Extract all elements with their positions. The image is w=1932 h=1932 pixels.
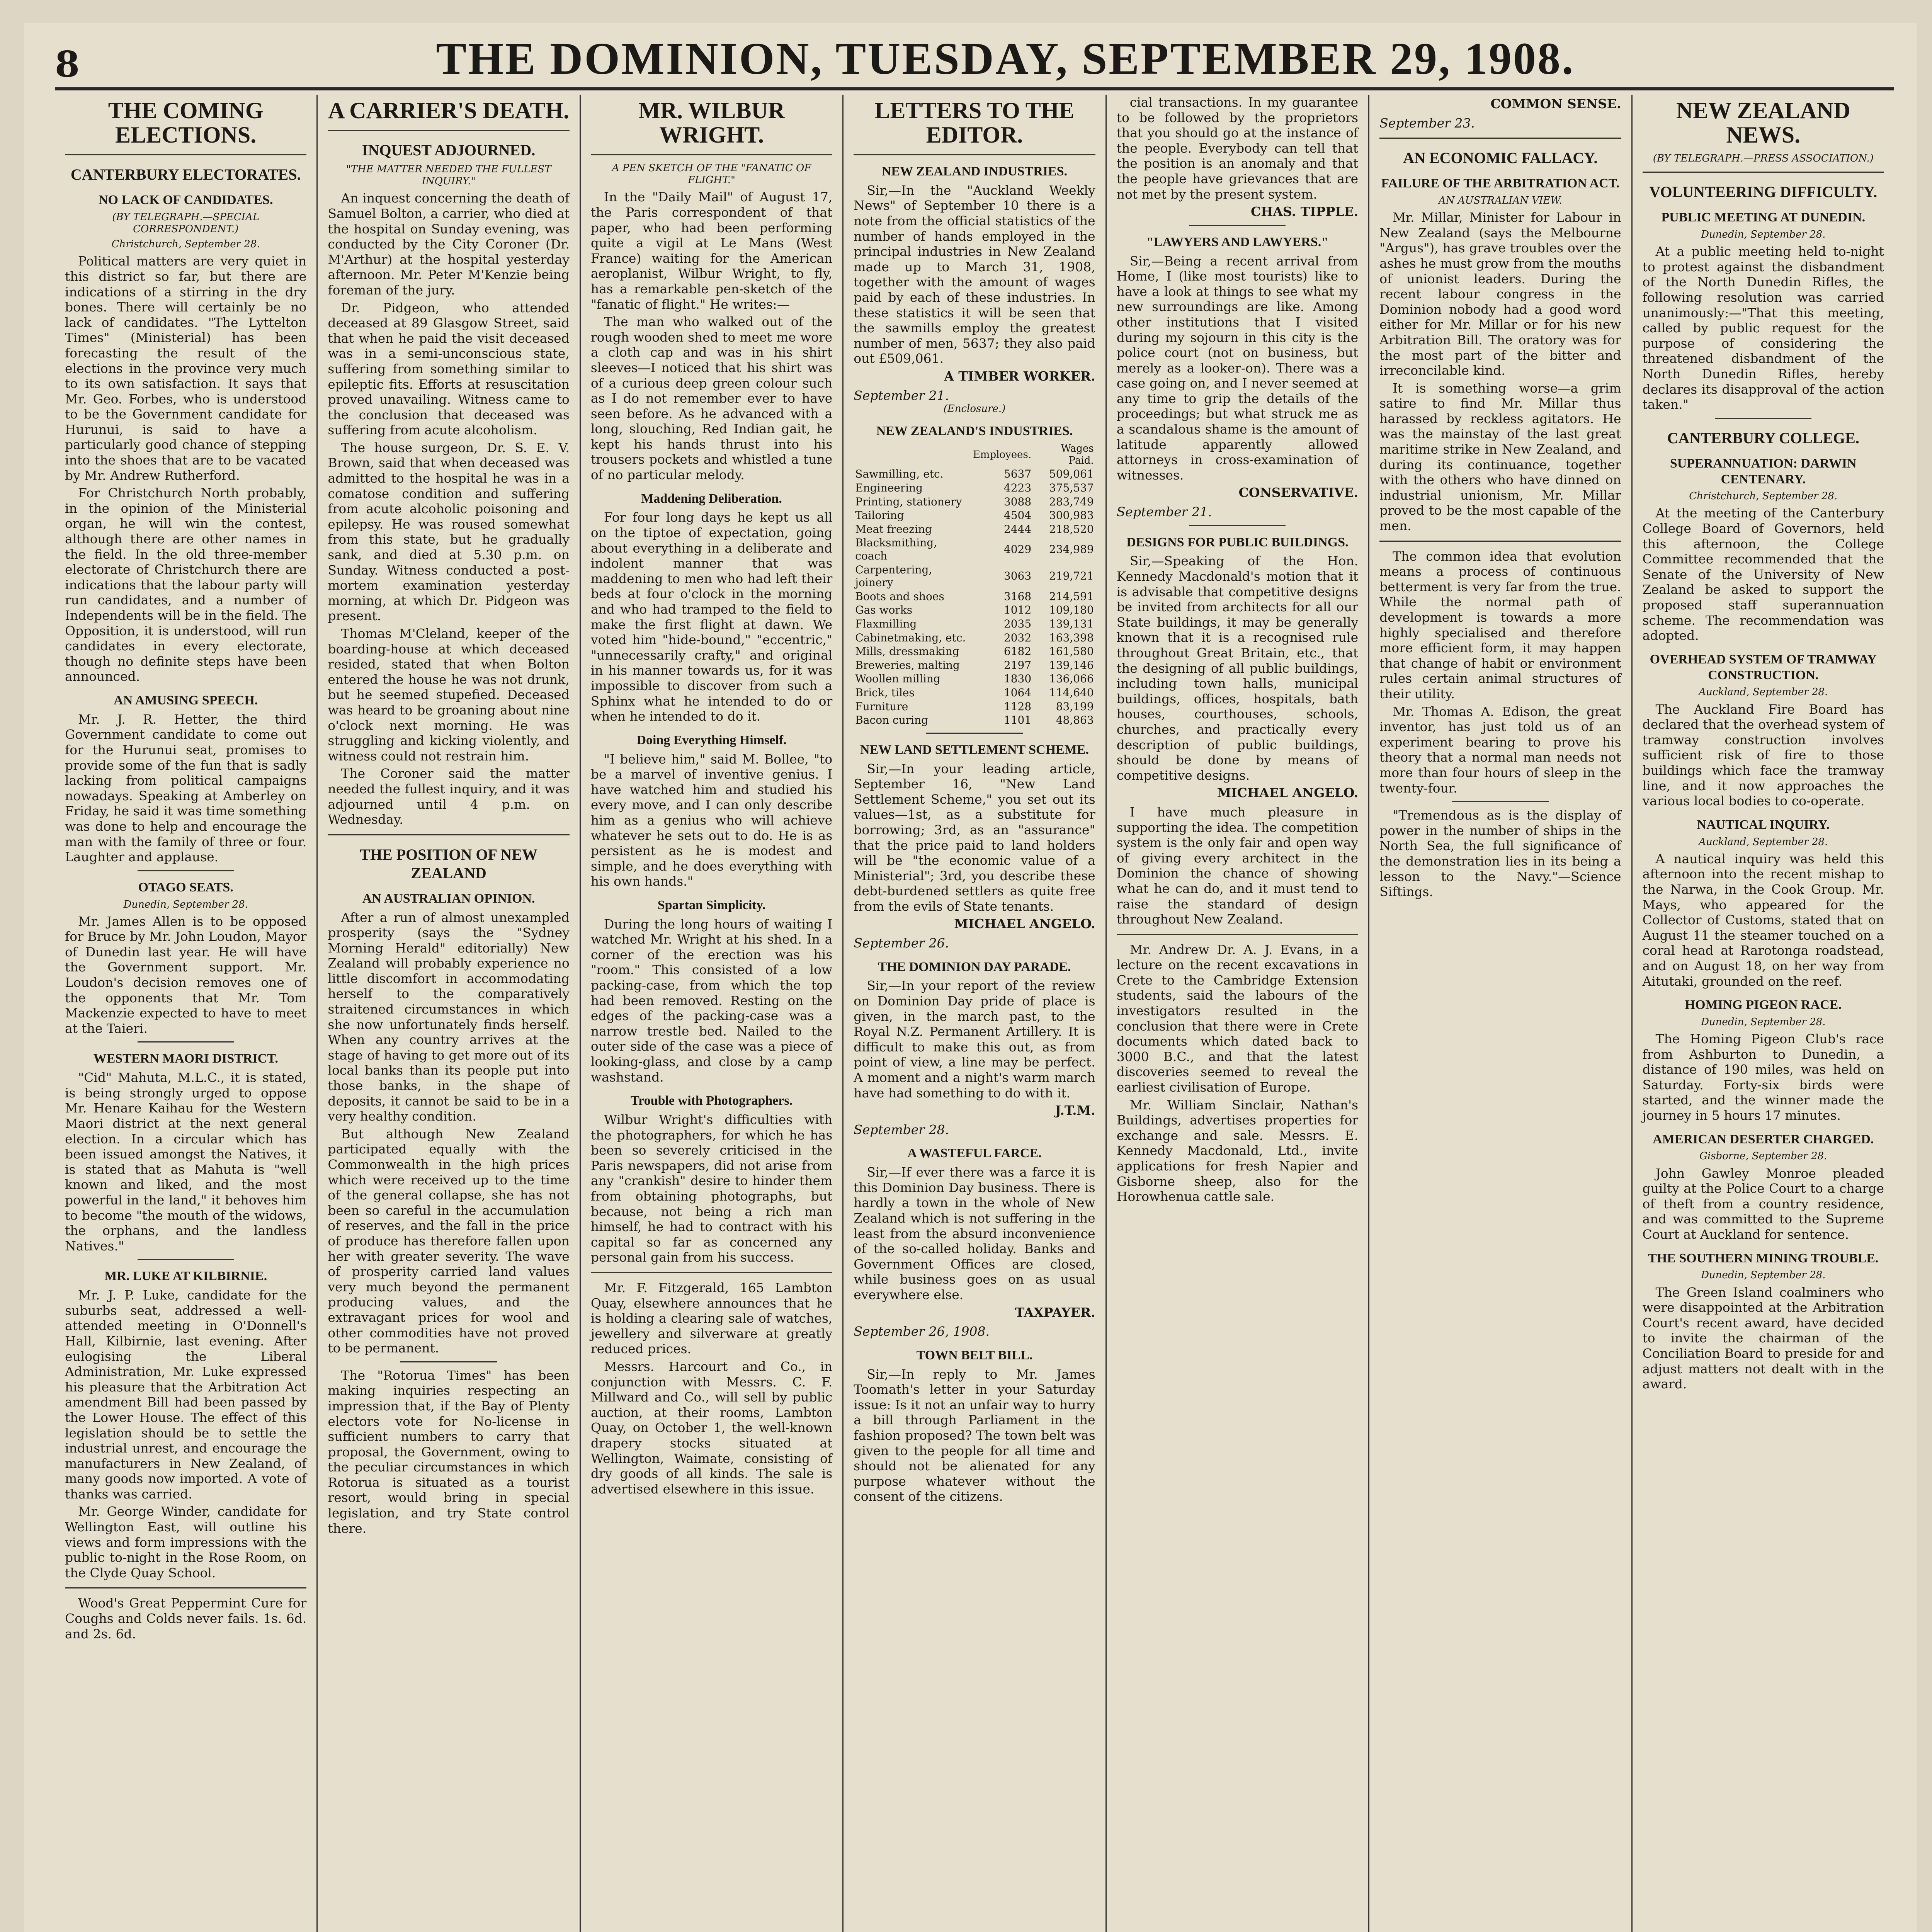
dateline: Dunedin, September 28. [1701, 1016, 1826, 1028]
paragraph: "I believe him," said M. Bollee, "to be a marvel of inventive genius. I have watched him and studied his every move, and I can only describe him as a genius who will achieve whatever he sets out to do. He is as persistent as he is modest and simple, and he does everything with his own hands." [590, 751, 833, 889]
paragraph: The house surgeon, Dr. S. E. V. Brown, said that when deceased was admitted to the hospital he was in a comatose condition and suffering from acute alcoholic poisoning and epilepsy. He was roused somewhat from this state, but he gradually sank, and died at 5.30 p.m. on Sunday. Witness conducted a post-mortem examination yesterday morning, at which Dr. Pidgeon was present. [328, 440, 570, 624]
column-2 [318, 95, 580, 1932]
paragraph: The Auckland Fire Board has declared that the overhead system of tramway construction involves sufficient risk of fire to those buildings which face the tramway line, and it now approaches the various local bodies to co-operate. [1642, 701, 1884, 809]
table-row [854, 617, 1095, 631]
table-row [854, 645, 1095, 658]
divider [328, 130, 569, 131]
section-heading: WESTERN MAORI DISTRICT. [93, 1051, 278, 1066]
employees-cell: 5637 [1003, 468, 1032, 481]
employees-cell: 6182 [1003, 645, 1032, 658]
table-row [854, 713, 1095, 727]
article-subheading: AN ECONOMIC FALLACY. [1403, 149, 1598, 167]
table-header-cell: Wages Paid. [1061, 443, 1094, 467]
wages-cell: 375,537 [1049, 481, 1094, 495]
employees-cell: 3088 [1003, 495, 1032, 508]
signature: A TIMBER WORKER. [944, 368, 1095, 384]
wages-cell: 136,066 [1049, 672, 1094, 685]
wages-cell: 234,989 [1049, 543, 1094, 556]
dateline: Dunedin, September 28. [1701, 1269, 1826, 1281]
employees-cell: 1012 [1003, 604, 1032, 617]
industry-cell: Printing, stationery [855, 495, 962, 508]
article-subheading: INQUEST ADJOURNED. [362, 141, 536, 159]
article-heading: A CARRIER'S DEATH. [328, 98, 570, 123]
industry-cell: Sawmilling, etc. [855, 468, 944, 481]
signature: COMMON SENSE. [1490, 96, 1621, 111]
dateline: Dunedin, September 28. [123, 898, 248, 910]
date-line: September 26, 1908. [854, 1324, 990, 1339]
kicker: (BY TELEGRAPH.—SPECIAL CORRESPONDENT.) [112, 211, 260, 235]
dateline: Christchurch, September 28. [1689, 490, 1838, 502]
industry-cell: Cabinetmaking, etc. [855, 631, 966, 644]
column-6 [1369, 95, 1632, 1932]
column-7 [1633, 95, 1894, 1932]
table-row [854, 563, 1095, 590]
divider [1452, 801, 1549, 802]
industry-cell: Woollen milling [855, 672, 940, 685]
section-heading: Spartan Simplicity. [657, 898, 766, 912]
divider [1379, 138, 1621, 139]
industry-cell: Breweries, malting [855, 658, 960, 672]
kicker: (BY TELEGRAPH.—PRESS ASSOCIATION.) [1653, 153, 1874, 164]
advertisement: Wood's Great Peppermint Cure for Coughs and Colds never fails. 1s. 6d. and 2s. 6d. [65, 1595, 307, 1641]
table-header-cell [854, 442, 971, 467]
date-line: September 23. [1379, 115, 1475, 131]
paragraph: After a run of almost unexampled prosperity (says the "Sydney Morning Herald" editorially) New Zealand will probably experience no little discomfort in accommodating herself to the comparatively straitened circumstances in which she now unfortunately finds herself. When any country arrives at the stage of having to get more out of its local banks than its people put into those banks, in the shape of deposits, it cannot be said to be in a very healthy condition. [328, 910, 570, 1124]
paragraph: Messrs. Harcourt and Co., in conjunction with Messrs. C. F. Millward and Co., will sell by public auction, at their rooms, Lambton Quay, on October 1, the well-known drapery stocks situated at Wellington, Waimate, consisting of dry goods of all kinds. The sale is advertised elsewhere in this issue. [590, 1359, 833, 1497]
divider [1189, 225, 1286, 226]
divider [854, 154, 1095, 155]
paragraph: The common idea that evolution means a process of continuous betterment is very far from the true. While the normal path of development is towards a more highly specialised and therefore more efficient form, it may happen that change of habit or environment rules certain animal structures of their utility. [1379, 548, 1621, 701]
paragraph: Sir,—If ever there was a farce it is this Dominion Day business. There is hardly a town in the whole of New Zealand which is not suffering in the least from the absurd inconvenience of the so-called holiday. Banks and Government Offices are closed, while business goes on as usual everywhere else. [854, 1165, 1095, 1302]
employees-cell: 3063 [1003, 570, 1032, 583]
paragraph: Mr. James Allen is to be opposed for Bruce by Mr. John Loudon, Mayor of Dunedin last year. He will have the Government support. Mr. Loudon's decision removes one of the opponents that Mr. Tom Mackenzie expected to have to meet at the Taieri. [65, 913, 307, 1036]
table-row [854, 603, 1095, 617]
dateline: Auckland, September 28. [1699, 686, 1828, 698]
paragraph: Sir,—In your report of the review on Dominion Day pride of place is given, in the march past, to the Royal N.Z. Permanent Artillery. It is difficult to make this out, as from point of view, a line may be perfect. A moment and a night's warm march have had something to do with it. [854, 978, 1095, 1100]
paragraph: Sir,—Speaking of the Hon. Kennedy Macdonald's motion that it is advisable that competitive designs be invited from architects for all our State buildings, it may be generally known that it is a recognised rule throughout Great Britain, etc., that the designing of all public buildings, including town halls, municipal buildings, offices, hospitals, bath houses, courthouses, schools, churches, and practically every description of public buildings, should be done by means of competitive designs. [1116, 553, 1359, 783]
wages-cell: 214,591 [1049, 590, 1094, 603]
employees-cell: 3168 [1003, 590, 1032, 603]
divider [400, 1361, 497, 1362]
paragraph: At a public meeting held to-night to protest against the disbandment of the North Dunedin Rifles, the following resolution was carried unanimously:—"That this meeting, called by public request for the purpose of considering the threatened disbandment of the North Dunedin Rifles, hereby declares its disapproval of the action taken." [1642, 244, 1884, 412]
divider [1117, 934, 1358, 935]
table-row [854, 495, 1095, 509]
article-heading: THE COMING ELECTIONS. [108, 98, 264, 148]
divider [1189, 525, 1286, 526]
signature: MICHAEL ANGELO. [1217, 785, 1359, 801]
paragraph: Political matters are very quiet in this district so far, but there are indications of a stirring in the dry bones. There will certainly be no lack of candidates. "The Lyttelton Times" (Ministerial) has been forecasting the result of the elections in the province very much to its own satisfaction. It says that Mr. Geo. Forbes, who is understood to be the Government candidate for Hurunui, is said to have a particularly good chance of stepping into the shoes that are to be vacated by Mr. Andrew Rutherford. [65, 253, 307, 483]
dateline: Dunedin, September 28. [1701, 228, 1826, 240]
signature: MICHAEL ANGELO. [954, 916, 1095, 932]
table-header-row [854, 442, 1095, 467]
paragraph: For four long days he kept us all on the tiptoe of expectation, going about everything in a deliberate and indolent manner that was maddening to men who had left their beds at four o'clock in the morning and who had tramped to the field to make the first flight at dawn. We voted him "hide-bound," "eccentric," "unnecessarily crafty," and original in his manner towards us, for it was impossible to discover from such a Sphinx what he intended to do or when he intended to do it. [590, 510, 833, 724]
industry-cell: Mills, dressmaking [855, 645, 959, 658]
section-heading: NEW ZEALAND'S INDUSTRIES. [876, 424, 1073, 439]
paragraph: I have much pleasure in supporting the idea. The competition system is the only fair and open way of giving every architect in the Dominion the chance of showing what he can do, and it must tend to raise the standard of design throughout New Zealand. [1116, 804, 1359, 927]
industry-cell: Tailoring [855, 509, 904, 522]
paragraph: Mr. George Winder, candidate for Wellington East, will outline his views and form impressions with the public to-night in the Rose Room, on the Clyde Quay School. [65, 1504, 307, 1580]
paragraph: An inquest concerning the death of Samuel Bolton, a carrier, who died at the hospital on Sunday evening, was conducted by the City Coroner (Dr. M'Arthur) at the hospital yesterday afternoon. Mr. Peter M'Kenzie being foreman of the jury. [328, 190, 570, 298]
paragraph: The man who walked out of the rough wooden shed to meet me wore a cloth cap and was in his shirt sleeves—I noticed that his shirt was of a curious deep green colour such as I do not remember ever to have seen before. As he advanced with a long, slouching, Red Indian gait, he kept his hands thrust into his trousers pockets and whistled a tune of no particular melody. [590, 314, 833, 483]
paragraph: Dr. Pidgeon, who attended deceased at 89 Glasgow Street, said that when he paid the visit deceased was in a semi-unconscious state, suffering from something similar to epileptic fits. Efforts at resuscitation proved unavailing. Witness came to the conclusion that deceased was suffering from acute alcoholism. [328, 300, 570, 438]
dateline: Christchurch, September 28. [111, 238, 260, 250]
employees-cell: 1064 [1003, 686, 1032, 699]
column-1 [55, 95, 318, 1932]
paragraph: Mr. William Sinclair, Nathan's Buildings, advertises properties for exchange and sale. Messrs. E. Kennedy Macdonald, Ltd., invite applications for fresh Napier and Gisborne sheep, also for the Horowhenua cattle sale. [1116, 1097, 1359, 1204]
industry-cell: Flaxmilling [855, 617, 917, 630]
industry-cell: Brick, tiles [855, 686, 915, 699]
employees-cell: 1101 [1003, 714, 1032, 727]
page-number: 8 [55, 43, 80, 85]
wages-cell: 83,199 [1056, 700, 1094, 713]
wages-cell: 300,983 [1049, 509, 1094, 522]
section-heading: PUBLIC MEETING AT DUNEDIN. [1661, 210, 1866, 225]
paragraph: Sir,—Being a recent arrival from Home, I (like most tourists) like to have a look at things to see what my new surroundings are like. Among other institutions that I visited during my sojourn in this city is the police court (not on business, but merely as a looker-on). There was a case going on, and I never seemed at any time to grip the details of the proceedings; but what struck me as a scandalous shame is the amount of latitude apparently allowed attorneys in cross-examination of witnesses. [1116, 253, 1359, 483]
wages-cell: 283,749 [1049, 495, 1094, 508]
employees-cell: 4029 [1003, 543, 1032, 556]
article-subheading: CANTERBURY ELECTORATES. [70, 166, 301, 183]
wages-cell: 48,863 [1056, 714, 1094, 727]
paragraph: The "Rotorua Times" has been making inquiries respecting an impression that, if the Bay of Plenty electors vote for No-license in sufficient numbers to carry that proposal, the Government, owing to the peculiar circumstances in which Rotorua is situated as a tourist resort, would bring in special legislation, and try State control there. [328, 1367, 570, 1536]
newspaper-page [24, 23, 1917, 1932]
paragraph: Mr. J. R. Hetter, the third Government candidate to come out for the Hurunui seat, promises to provide some of the fun that is sadly lacking from political campaigns nowadays. Speaking at Amberley on Friday, he said it was time something was done to help and encourage the man with the family of three or four. Laughter and applause. [65, 711, 307, 865]
divider [65, 1587, 306, 1588]
section-heading: Doing Everything Himself. [636, 733, 787, 747]
employees-cell: 2197 [1003, 658, 1032, 672]
section-heading: AN AUSTRALIAN OPINION. [362, 891, 535, 906]
divider [1715, 418, 1811, 419]
divider [926, 733, 1023, 734]
employees-cell: 1128 [1003, 700, 1032, 713]
table-row [854, 481, 1095, 495]
date-line: September 26. [854, 935, 949, 951]
table-body [854, 467, 1095, 727]
divider [591, 1272, 832, 1273]
section-heading: AN AMUSING SPEECH. [114, 693, 258, 707]
paragraph: Mr. F. Fitzgerald, 165 Lambton Quay, elsewhere announces that he is holding a clearing sale of watches, jewellery and silverware at greatly reduced prices. [590, 1280, 833, 1357]
wages-cell: 139,131 [1049, 617, 1094, 630]
paragraph: John Gawley Monroe pleaded guilty at the Police Court to a charge of theft from a country residence, and was committed to the Supreme Court at Auckland for sentence. [1642, 1165, 1884, 1242]
employees-cell: 2035 [1003, 617, 1032, 630]
table-row [854, 467, 1095, 481]
section-heading: OTAGO SEATS. [138, 880, 233, 895]
section-heading: OVERHEAD SYSTEM OF TRAMWAY CONSTRUCTION. [1650, 652, 1877, 682]
masthead [55, 31, 1894, 90]
wages-cell: 114,640 [1049, 686, 1094, 699]
paragraph: The Green Island coalminers who were disappointed at the Arbitration Court's recent award, have decided to invite the chairman of the Conciliation Board to preside for and adjust matters not dealt with in the award. [1642, 1284, 1884, 1392]
article-subheading: CANTERBURY COLLEGE. [1667, 429, 1859, 447]
industry-cell: Blacksmithing, coach [855, 536, 937, 563]
table-row [854, 536, 1095, 563]
table-row [854, 686, 1095, 700]
paragraph: Wilbur Wright's difficulties with the photographers, for which he has been so severely criticised in the Paris newspapers, did not arise from any "crankish" desire to hinder them from obtaining photographs, but because, not being a rich man himself, he had to contract with his capital so far as concerned any personal gain from his success. [590, 1112, 833, 1265]
paragraph: Thomas M'Cleland, keeper of the boarding-house at which deceased resided, stated that when Bolton entered the house he was not drunk, but he seemed stupefied. Deceased was heard to be groaning about nine o'clock next morning. He was struggling and kicking violently, and witness could not restrain him. [328, 626, 570, 764]
dateline: Auckland, September 28. [1699, 836, 1828, 848]
section-heading: AMERICAN DESERTER CHARGED. [1653, 1132, 1874, 1146]
section-heading: FAILURE OF THE ARBITRATION ACT. [1381, 176, 1620, 191]
table-row [854, 658, 1095, 672]
wages-cell: 163,398 [1049, 631, 1094, 644]
section-heading: TOWN BELT BILL. [916, 1348, 1033, 1362]
employees-cell: 2444 [1003, 522, 1032, 536]
table-row [854, 509, 1095, 522]
industry-cell: Furniture [855, 700, 908, 713]
paragraph: The Coroner said the matter needed the fullest inquiry, and it was adjourned until 4 p.m. on Wednesday. [328, 766, 570, 827]
date-line: September 21. [1116, 504, 1212, 520]
kicker: AN AUSTRALIAN VIEW. [1438, 194, 1562, 206]
section-heading: DESIGNS FOR PUBLIC BUILDINGS. [1126, 535, 1349, 549]
divider [138, 1041, 234, 1043]
dateline: Gisborne, September 28. [1699, 1150, 1827, 1162]
paragraph: A nautical inquiry was held this afternoon into the recent mishap to the Narwa, in the Cook Group. Mr. Mays, who appeared for the Collector of Customs, stated that on August 11 the steamer touched on a coral head at Rarotonga roadstead, and on August 18, on her way from Aitutaki, grounded on the reef. [1642, 851, 1884, 989]
kicker: A PEN SKETCH OF THE "FANATIC OF FLIGHT." [612, 162, 811, 186]
columns [55, 95, 1894, 1932]
signature: CHAS. TIPPLE. [1250, 204, 1359, 219]
paragraph: Mr. Thomas A. Edison, the great inventor, has just told us of an experiment bearing to prove his theory that a normal man needs not more than four hours of sleep in the twenty-four. [1379, 704, 1621, 796]
paragraph: Sir,—In reply to Mr. James Toomath's letter in your Saturday issue: Is it not an unfair way to hurry a bill through Parliament in the fashion proposed? The town belt was given to the people for all time and should not be alienated for any purpose whatever without the consent of the citizens. [854, 1366, 1095, 1504]
divider [138, 1259, 234, 1260]
divider [65, 154, 306, 155]
section-heading: NO LACK OF CANDIDATES. [98, 193, 273, 207]
divider [138, 870, 234, 871]
section-heading: "LAWYERS AND LAWYERS." [1146, 235, 1329, 249]
divider [328, 834, 569, 835]
section-heading: HOMING PIGEON RACE. [1685, 998, 1842, 1012]
section-heading: Maddening Deliberation. [641, 491, 782, 506]
paragraph: Mr. Millar, Minister for Labour in New Zealand (says the Melbourne "Argus"), has grave troubles over the ashes he must grow from the mouths of unionist leaders. During the recent labour congress in the Dominion nobody had a good word either for Mr. Millar or for his new Arbitration Bill. The oratory was for the most part of the bitter and irreconcilable kind. [1379, 210, 1621, 378]
date-line: September 21. [854, 388, 949, 403]
paragraph: It is something worse—a grim satire to find Mr. Millar thus harassed by reckless agitators. He was the mainstay of the last great maritime strike in New Zealand, and during its continuance, together with the others who have dinned on industrial unionism, Mr. Millar proved to be the most capable of the men. [1379, 380, 1621, 534]
table-row [854, 522, 1095, 536]
article-heading: MR. WILBUR WRIGHT. [638, 98, 785, 148]
paragraph: Mr. J. P. Luke, candidate for the suburbs seat, addressed a well-attended meeting in O'Donnell's Hall, Kilbirnie, last evening. After eulogising the Liberal Administration, Mr. Luke expressed his pleasure that the Arbitration Act amendment Bill had been passed by the Lower House. The effect of this legislation should be to settle the industrial unrest, and encourage the manufacturers in New Zealand, of many goods now imported. A vote of thanks was carried. [65, 1287, 307, 1502]
paragraph: For Christchurch North probably, in the opinion of the Ministerial organ, he will win the contest, although there are other names in the field. In the old three-member electorate of Christchurch there are indications that the labour party will run candidates, and a number of Independents will be in the field. The Opposition, it is understood, will run candidates in every electorate, though no definite steps have been announced. [65, 485, 307, 684]
divider [1379, 541, 1621, 542]
employees-cell: 4504 [1003, 509, 1032, 522]
wages-cell: 161,580 [1049, 645, 1094, 658]
column-3 [581, 95, 844, 1932]
paragraph: Mr. Andrew Dr. A. J. Evans, in a lecture on the recent excavations in Crete to the Cambridge Extension students, said the labours of the investigators resulted in the conclusion that there were in Crete documents which dated back to 3000 B.C., and that the latest discoveries seemed to reveal the earliest civilisation of Europe. [1116, 942, 1359, 1095]
article-subheading: VOLUNTEERING DIFFICULTY. [1649, 183, 1878, 201]
employees-cell: 1830 [1003, 672, 1032, 685]
table-row [854, 700, 1095, 714]
industry-cell: Boots and shoes [855, 590, 944, 603]
article-heading: LETTERS TO THE EDITOR. [874, 98, 1075, 148]
wages-cell: 109,180 [1049, 604, 1094, 617]
signature: J.T.M. [1055, 1103, 1095, 1118]
wages-cell: 509,061 [1049, 468, 1094, 481]
section-heading: Trouble with Photographers. [631, 1094, 793, 1108]
wages-cell: 139,146 [1049, 658, 1094, 672]
article-subheading: THE POSITION OF NEW ZEALAND [360, 845, 537, 882]
industry-cell: Carpentering, joinery [855, 563, 932, 589]
column-4 [844, 95, 1106, 1932]
paragraph: At the meeting of the Canterbury College Board of Governors, held this afternoon, the College Committee recommended that the Senate of the University of New Zealand be asked to support the proposed staff superannuation scheme. The recommendation was adopted. [1642, 505, 1884, 643]
paragraph: "Tremendous as is the display of power in the number of ships in the North Sea, the full significance of the demonstration lies in its being a lesson to the Navy."—Science Siftings. [1379, 808, 1621, 900]
industry-cell: Bacon curing [855, 714, 929, 727]
section-heading: NEW ZEALAND INDUSTRIES. [881, 164, 1068, 179]
section-heading: THE SOUTHERN MINING TROUBLE. [1648, 1251, 1879, 1265]
date-line: September 28. [854, 1122, 949, 1137]
column-5 [1107, 95, 1369, 1932]
paragraph: In the "Daily Mail" of August 17, the Paris correspondent of that paper, who had been performing quite a vigil at Le Mans (West France) waiting for the American aeroplanist, Wilbur Wright, to fly, has a remarkable pen-sketch of the "fanatic of flight." He writes:— [590, 189, 833, 312]
signature: CONSERVATIVE. [1238, 485, 1359, 500]
section-heading: NEW LAND SETTLEMENT SCHEME. [860, 742, 1089, 757]
employees-cell: 4223 [1003, 481, 1032, 495]
paragraph: But although New Zealand participated equally with the Commonwealth in the high prices which were received up to the time of the general collapse, she has not been so careful in the accumulation of reserves, and the fall in the price of produce has therefore fallen upon her with greater severity. The wave of prosperity carried land values very much beyond the permanent producing values, and the extravagant prices for wool and other commodities have not proved to be permanent. [328, 1126, 570, 1356]
table-header-cell: Employees. [973, 449, 1032, 461]
kicker: "THE MATTER NEEDED THE FULLEST INQUIRY." [346, 163, 551, 187]
article-heading: NEW ZEALAND NEWS. [1676, 98, 1850, 148]
divider [591, 154, 832, 155]
signature: TAXPAYER. [1015, 1304, 1095, 1320]
table-row [854, 631, 1095, 645]
paragraph: The Homing Pigeon Club's race from Ashburton to Dunedin, a distance of 190 miles, was held on Saturday. Forty-six birds were started, and the winner made the journey in 5 hours 17 minutes. [1642, 1031, 1884, 1123]
section-heading: SUPERANNUATION: DARWIN CENTENARY. [1670, 456, 1857, 486]
kicker: (Enclosure.) [943, 403, 1006, 415]
paragraph: Sir,—In your leading article, September 16, "New Land Settlement Scheme," you set out its values—1st, as a substitute for borrowing; 3rd, as an "assurance" that the price paid to land holders will be "the economic value of a Ministerial"; 3rd, you describe these debt-burdened settlers as quite free from the evils of State tenants. [854, 761, 1095, 914]
industry-cell: Gas works [855, 604, 913, 617]
section-heading: NAUTICAL INQUIRY. [1697, 817, 1830, 832]
wages-cell: 218,520 [1049, 522, 1094, 536]
masthead-title: THE DOMINION, TUESDAY, SEPTEMBER 29, 1908. [436, 33, 1575, 84]
wages-cell: 219,721 [1049, 570, 1094, 583]
paragraph: During the long hours of waiting I watched Mr. Wright at his shed. In a corner of the erection was his "room." This consisted of a low packing-case, from which the top had been removed. Resting on the edges of the packing-case was a narrow trestle bed. Nailed to the outer side of the case was a piece of looking-glass, and close by a camp washstand. [590, 916, 833, 1085]
employees-cell: 2032 [1003, 631, 1032, 644]
paragraph: cial transactions. In my guarantee to be followed by the proprietors that you should go at the instance of the people. Everybody can tell that the position is an anomaly and that the people have grievances that are not met by the present system. [1116, 95, 1359, 202]
industry-cell: Engineering [855, 481, 923, 495]
section-heading: A WASTEFUL FARCE. [907, 1146, 1042, 1161]
paragraph: Sir,—In the "Auckland Weekly News" of September 10 there is a note from the official statistics of the number of hands employed in the principal industries in New Zealand made up to March 31, 1908, together with the amount of wages paid by each of these industries. In these statistics it will be seen that the sawmills employ the greatest number of men, 5637; they also paid out £509,061. [854, 182, 1095, 366]
divider [1643, 172, 1884, 173]
industries-table [854, 442, 1095, 727]
table-row [854, 590, 1095, 604]
paragraph: "Cid" Mahuta, M.L.C., it is stated, is being strongly urged to oppose Mr. Henare Kaihau for the Western Maori district at the next general election. In a circular which has been issued amongst the Natives, it is stated that as Mahuta is "well known and liked, and the most powerful in the land," it behoves him to become "the mouth of the widows, the orphans, and the landless Natives." [65, 1070, 307, 1253]
section-heading: MR. LUKE AT KILBIRNIE. [104, 1269, 267, 1284]
section-heading: THE DOMINION DAY PARADE. [878, 959, 1071, 974]
industry-cell: Meat freezing [855, 522, 932, 536]
table-row [854, 672, 1095, 686]
